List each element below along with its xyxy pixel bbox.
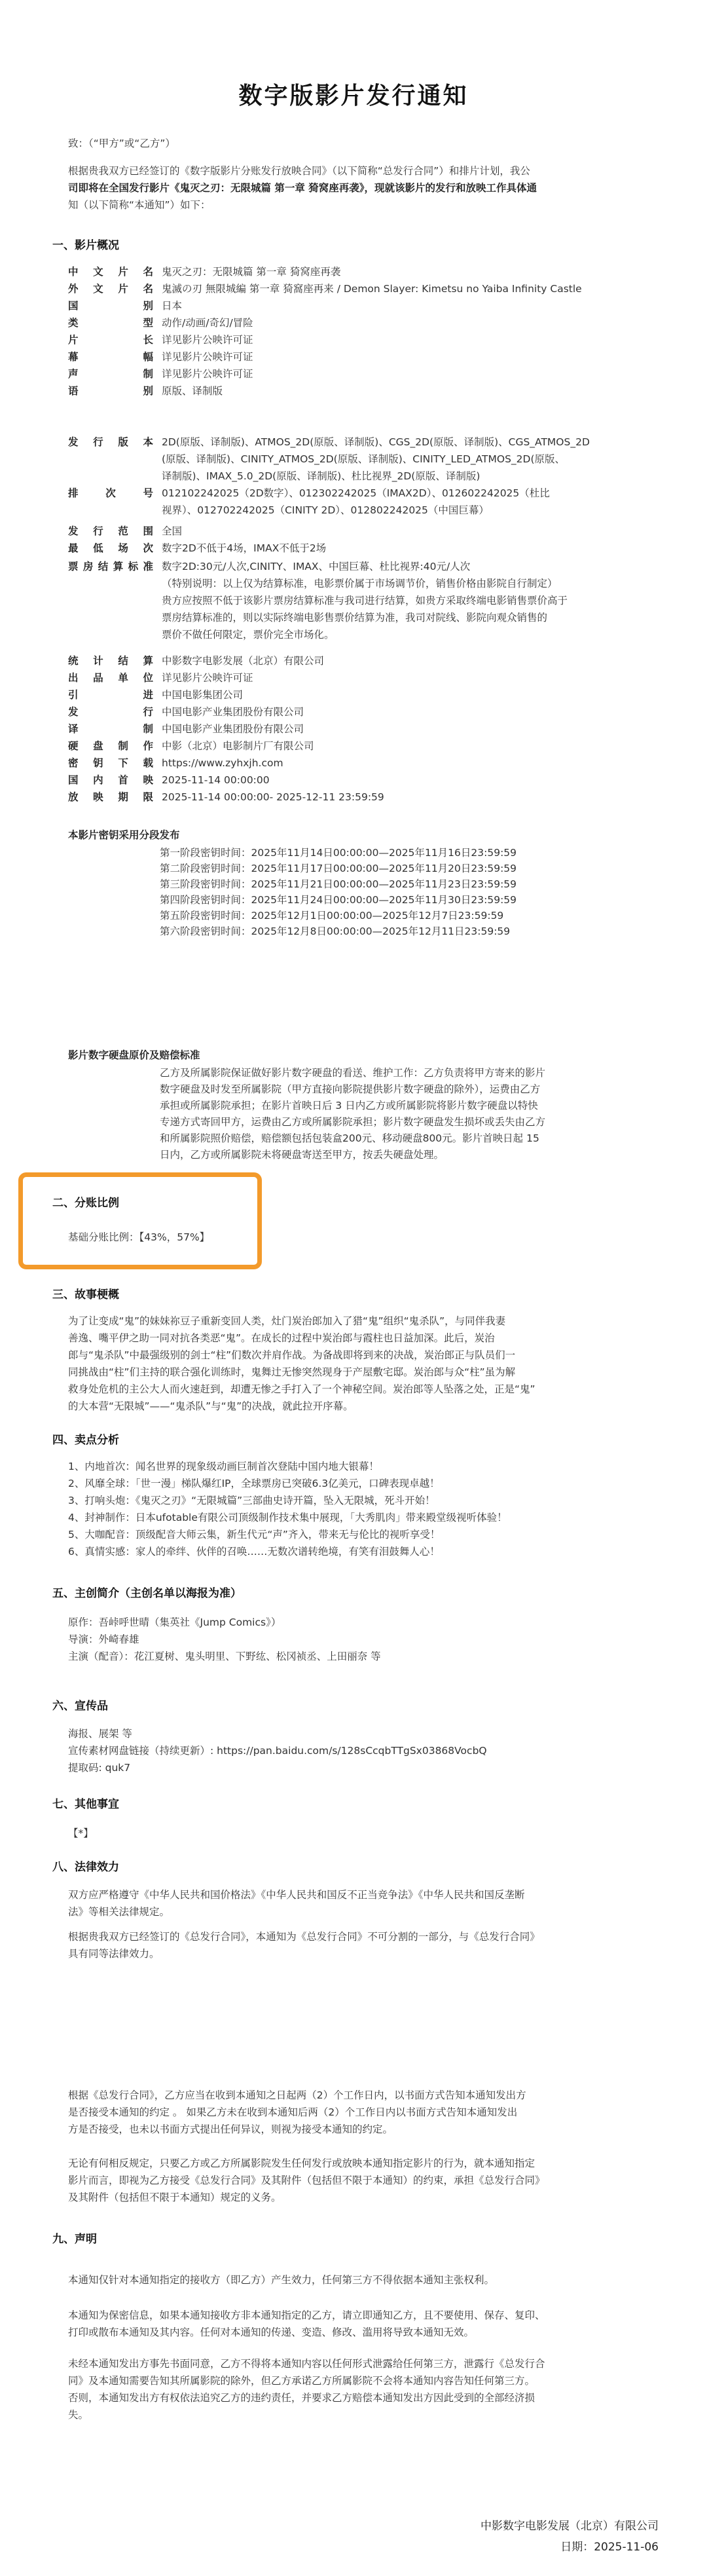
promo-item: 海报、展架 等 — [68, 1728, 132, 1740]
overview-row-price — [68, 558, 657, 646]
versions-line-3: 译制版)、IMAX_5.0_2D(原版、译制版)、杜比视界_2D(原版、译制版) — [162, 470, 480, 482]
section-heading-creators: 五、主创简介（主创名单以海报为准） — [52, 1587, 242, 1600]
page-title: 数字版影片发行通知 — [238, 83, 469, 109]
key-schedule-item: 第一阶段密钥时间：2025年11月14日00:00:00—2025年11月16日23:59:59 — [160, 847, 517, 859]
split-ratio-highlight-box — [18, 1172, 262, 1269]
price-line-1: 数字2D:30元/人次,CINITY、IMAX、中国巨幕、杜比视界:40元/人次 — [162, 561, 471, 572]
overview-row — [68, 755, 657, 772]
overview-key: 放 映 期 限 — [68, 791, 153, 803]
declaration-line: 同》及本通知需要告知其所属影院的除外，但乙方承诺乙方所属影院不会将本通知内容告知任何第三方。 — [68, 2375, 535, 2387]
key-schedule-list — [160, 845, 517, 939]
overview-value: 原版、译制版 — [162, 385, 223, 397]
legal-line: 方是否接受，也未以书面方式提出任何异议，则视为接受本通知的约定。 — [68, 2123, 393, 2135]
versions-line-1: 2D(原版、译制版)、ATMOS_2D(原版、译制版)、CGS_2D(原版、译制版)、CGS_ATMOS_2D — [162, 436, 590, 448]
overview-row — [68, 737, 657, 755]
overview-value: 日本 — [162, 300, 183, 312]
overview-row — [68, 280, 657, 297]
overview-value: 动作/动画/奇幻/冒险 — [162, 317, 253, 329]
intro-paragraph — [68, 162, 657, 214]
overview-key: 国 内 首 映 — [68, 774, 153, 786]
story-line: 的大本营“无限城”——“鬼杀队”与“鬼”的决战，就此拉开序幕。 — [68, 1400, 354, 1412]
split-ratio — [68, 1229, 642, 1246]
overview-value: 详见影片公映许可证 — [162, 672, 253, 684]
declaration-line: 本通知为保密信息，如果本通知接收方非本通知指定的乙方，请立即通知乙方，且不要使用、保存、复印、 — [68, 2309, 545, 2321]
other-matters: 【*】 — [68, 1827, 94, 1839]
declaration-line: 失。 — [68, 2409, 89, 2421]
story-line: 郎与“鬼杀队”中最强级别的剑士“柱”们数次并肩作战。为备战即将到来的决战，炭治郎正与队员们一 — [68, 1349, 516, 1361]
split-value: 【43%，57%】 — [139, 1231, 210, 1243]
legal-line: 无论有何相反规定，只要乙方或乙方所属影院发生任何发行或放映本通知指定影片的行为，就本通知指定 — [68, 2157, 535, 2169]
declaration-line: 未经本通知发出方事先书面同意，乙方不得将本通知内容以任何形式泄露给任何第三方，泄露行《总发行合 — [68, 2358, 545, 2370]
disk-label: 影片数字硬盘原价及赔偿标准 — [68, 1049, 200, 1061]
legal-line: 影片而言，即视为乙方接受《总发行合同》及其附件（包括但不限于本通知）的约束，承担《总发行合同》 — [68, 2175, 545, 2186]
declaration-paragraph-3 — [68, 2355, 657, 2423]
price-line-2: （特别说明：以上仅为结算标准，电影票价属于市场调节价，销售价格由影院自行制定） — [162, 578, 558, 589]
overview-key: 幕 幅 — [68, 351, 153, 363]
overview-value: 中国电影产业集团股份有限公司 — [162, 706, 304, 718]
legal-line: 双方应严格遵守《中华人民共和国价格法》《中华人民共和国反不正当竞争法》《中华人民共和国反垄断 — [68, 1889, 525, 1901]
overview-row — [68, 263, 657, 280]
signature-company: 中影数字电影发展（北京）有限公司 — [480, 2520, 659, 2533]
overview-row — [68, 652, 657, 669]
selling-point-item: 1、内地首次：闻名世界的现象级动画巨制首次登陆中国内地大银幕！ — [68, 1461, 379, 1472]
selling-point-item: 4、封神制作：日本ufotable有限公司顶级制作技术集中展现，「大秀肌肉」带来殿堂级视听体验！ — [68, 1512, 507, 1523]
section-heading-selling-points: 四、卖点分析 — [52, 1434, 119, 1447]
overview-key: 出 品 单 位 — [68, 672, 153, 684]
creators-list — [68, 1614, 642, 1665]
legal-line: 及其附件（包括但不限于本通知）规定的义务。 — [68, 2192, 281, 2203]
story-line: 同挑战由“柱”们主持的联合强化训练时，鬼舞辻无惨突然现身于产屋敷宅邸。炭治郎与众“柱”虽为解 — [68, 1366, 516, 1378]
overview-row — [68, 720, 657, 737]
key-schedule-item: 第五阶段密钥时间：2025年12月1日00:00:00—2025年12月7日23:59:59 — [160, 910, 504, 922]
declaration-line: 打印或散布本通知及其内容。任何对本通知的传递、变造、修改、滥用将导致本通知无效。 — [68, 2326, 475, 2338]
signature-date: 日期：2025-11-06 — [560, 2541, 659, 2554]
overview-row — [68, 686, 657, 703]
overview-row — [68, 314, 657, 331]
section-heading-legal: 八、法律效力 — [52, 1861, 119, 1874]
key-schedule-item: 第二阶段密钥时间：2025年11月17日00:00:00—2025年11月20日23:59:59 — [160, 863, 517, 874]
section-heading-overview: 一、影片概况 — [52, 239, 119, 252]
overview-key: 发 行 — [68, 706, 153, 718]
legal-paragraph-3 — [68, 2087, 657, 2138]
overview-row — [68, 348, 657, 365]
overview-row-codes — [68, 485, 657, 520]
versions-line-2: (原版、译制版)、CINITY_ATMOS_2D(原版、译制版)、CINITY_LED_ATMOS_2D(原版、 — [162, 453, 565, 465]
intro-line-1: 根据贵我双方已经签订的《数字版影片分账发行放映合同》（以下简称“总发行合同”）和排片计划，我公 — [68, 165, 530, 177]
story-text — [68, 1313, 657, 1415]
codes-line-1: 012102242025（2D数字）、012302242025（IMAX2D）、012602242025（杜比 — [162, 487, 550, 499]
legal-line: 法》等相关法律规定。 — [68, 1906, 170, 1918]
codes-line-2: 视界）、012702242025（CINITY 2D）、012802242025（中国巨幕） — [162, 504, 489, 516]
overview-key: 统 计 结 算 — [68, 655, 153, 667]
creator-item: 原作：吾峠呼世晴（集英社《Jump Comics》） — [68, 1616, 281, 1628]
overview-value: 2025-11-14 00:00:00 — [162, 774, 270, 786]
overview-key: 票房结算标准 — [68, 561, 153, 572]
overview-row — [68, 331, 657, 348]
selling-point-item: 6、真情实感：家人的牵绊、伙伴的召唤……无数次谱转绝境，有笑有泪鼓舞人心！ — [68, 1546, 440, 1558]
disk-text-line: 专递方式寄回甲方，运费由乙方或所属影院承担；影片数字硬盘发生损坏或丢失由乙方 — [160, 1116, 546, 1128]
addressee: 致：（“甲方”或“乙方”） — [68, 138, 175, 149]
overview-key: 发 行 版 本 — [68, 436, 153, 448]
creator-item: 导演：外崎春雄 — [68, 1633, 139, 1645]
overview-value: 中影数字电影发展（北京）有限公司 — [162, 655, 325, 667]
overview-row — [68, 789, 657, 806]
overview-row — [68, 297, 657, 314]
overview-key: 语 别 — [68, 385, 153, 397]
disk-text-line: 乙方及所属影院保证做好影片数字硬盘的看送、维护工作：乙方负责将甲方寄来的影片 — [160, 1067, 546, 1079]
overview-key: 类 型 — [68, 317, 153, 329]
disk-text-line: 承担或所属影院承担；在影片首映日后 3 日内乙方或所属影院将影片数字硬盘以特快 — [160, 1100, 538, 1111]
selling-point-item: 5、大咖配音：顶级配音大师云集，新生代元“声”齐入，带来无与伦比的视听享受！ — [68, 1529, 441, 1540]
intro-line-3: 知（以下简称“本通知”）如下： — [68, 199, 211, 211]
legal-line: 具有同等法律效力。 — [68, 1948, 160, 1960]
overview-value: 数字2D不低于4场，IMAX不低于2场 — [162, 542, 327, 554]
overview-value: 全国 — [162, 525, 183, 537]
promo-link[interactable]: 宣传素材网盘链接（持续更新）: https://pan.baidu.com/s/128sCcqbTTgSx03868VocbQ — [68, 1745, 487, 1757]
overview-key: 密 钥 下 载 — [68, 757, 153, 769]
section-heading-declaration: 九、声明 — [52, 2233, 97, 2246]
promo-list — [68, 1725, 642, 1776]
overview-value[interactable]: https://www.zyhxjh.com — [162, 757, 283, 769]
overview-key: 国 别 — [68, 300, 153, 312]
overview-value: 中国电影集团公司 — [162, 689, 244, 701]
overview-key: 片 长 — [68, 334, 153, 346]
price-line-4: 票房结算标准的，则以实际终端电影售票价结算为准，我司对院线、影院向观众销售的 — [162, 612, 548, 624]
legal-line: 是否接受本通知的约定 。 如果乙方未在收到本通知后两（2）个工作日内以书面方式告知本通知发出 — [68, 2106, 518, 2118]
selling-point-item: 2、风靡全球：「世一漫」梯队爆红IP，全球票房已突破6.3亿美元，口碑表现卓越！ — [68, 1478, 440, 1489]
disk-text — [160, 1065, 545, 1163]
overview-value: 鬼滅の刃 無限城編 第一章 猗窩座再来 / Demon Slayer: Kimetsu no Yaiba Infinity Castle — [162, 283, 582, 295]
overview-row — [68, 703, 657, 720]
overview-key: 最 低 场 次 — [68, 542, 153, 554]
section-heading-other: 七、其他事宜 — [52, 1798, 119, 1811]
intro-line-2: 司即将在全国发行影片《鬼灭之刃：无限城篇 第一章 猗窝座再袭》，现就该影片的发行和放映工作具体通 — [68, 182, 537, 194]
story-line: 善逸、嘴平伊之助一同对抗各类恶“鬼”。在成长的过程中炭治郎与霞柱也日益加深。此后，炭治 — [68, 1332, 495, 1344]
overview-value: 详见影片公映许可证 — [162, 368, 253, 380]
disk-text-line: 和所属影院照价赔偿，赔偿额包括包装盒200元、移动硬盘800元。影片首映日起 15 — [160, 1132, 539, 1144]
creator-item: 主演（配音）：花江夏树、鬼头明里、下野纮、松冈祯丞、上田丽奈 等 — [68, 1651, 381, 1662]
selling-points-list — [68, 1458, 657, 1560]
story-line: 救身处危机的主公大人而火速赶到，却遭无惨之手打入了一个神秘空间。炭治郎等人坠落之处，正是“鬼” — [68, 1383, 535, 1395]
legal-paragraph-1 — [68, 1886, 657, 1920]
section-heading-promo: 六、宣传品 — [52, 1700, 108, 1713]
legal-line: 根据《总发行合同》，乙方应当在收到本通知之日起两（2）个工作日内，以书面方式告知本通知发出方 — [68, 2089, 526, 2101]
legal-paragraph-4 — [68, 2155, 657, 2206]
overview-key: 声 制 — [68, 368, 153, 380]
overview-key: 中 文 片 名 — [68, 266, 153, 278]
section-heading-story: 三、故事梗概 — [52, 1288, 119, 1301]
overview-row — [68, 772, 657, 789]
key-schedule-title: 本影片密钥采用分段发布 — [68, 829, 180, 841]
overview-row — [68, 365, 657, 383]
key-schedule-item: 第三阶段密钥时间：2025年11月21日00:00:00—2025年11月23日23:59:59 — [160, 878, 517, 890]
story-line: 为了让变成“鬼”的妹妹祢豆子重新变回人类，灶门炭治郎加入了猎“鬼”组织“鬼杀队”，与同伴我妻 — [68, 1315, 506, 1327]
overview-key: 引 进 — [68, 689, 153, 701]
overview-value: 中国电影产业集团股份有限公司 — [162, 723, 304, 735]
promo-extract-code: 提取码: quk7 — [68, 1762, 131, 1774]
disk-text-line: 日内，乙方或所属影院未将硬盘寄送至甲方，按丢失硬盘处理。 — [160, 1149, 444, 1161]
key-schedule-item: 第六阶段密钥时间：2025年12月8日00:00:00—2025年12月11日23:59:59 — [160, 925, 511, 937]
declaration-line: 否则，本通知发出方有权依法追究乙方的违约责任，并要求乙方赔偿本通知发出方因此受到的全部经济损 — [68, 2392, 535, 2404]
overview-key: 外 文 片 名 — [68, 283, 153, 295]
overview-value: 2025-11-14 00:00:00- 2025-12-11 23:59:59 — [162, 791, 384, 803]
legal-line: 根据贵我双方已经签订的《总发行合同》，本通知为《总发行合同》不可分割的一部分，与《总发行合同》 — [68, 1931, 540, 1943]
legal-paragraph-2 — [68, 1928, 657, 1962]
overview-row — [68, 383, 657, 400]
overview-row — [68, 669, 657, 686]
overview-value: 鬼灭之刃：无限城篇 第一章 猗窝座再袭 — [162, 266, 341, 278]
overview-key: 译 制 — [68, 723, 153, 735]
price-line-5: 票价不做任何限定，票价完全市场化。 — [162, 629, 335, 641]
key-schedule-item: 第四阶段密钥时间：2025年11月24日00:00:00—2025年11月30日23:59:59 — [160, 894, 517, 906]
overview-row-versions — [68, 434, 657, 486]
overview-key: 发 行 范 围 — [68, 525, 153, 537]
overview-value: 中影（北京）电影制片厂有限公司 — [162, 740, 314, 752]
selling-point-item: 3、打响头炮：《鬼灭之刃》“无限城篇”三部曲史诗开篇，坠入无限城，死斗开始！ — [68, 1495, 435, 1506]
disk-text-line: 数字硬盘及时发至所属影院（甲方直接向影院提供影片数字硬盘的除外），运费由乙方 — [160, 1083, 541, 1095]
overview-row — [68, 540, 657, 557]
overview-key: 排 次 号 — [68, 487, 153, 499]
overview-row — [68, 523, 657, 540]
price-line-3: 贵方应按照不低于该影片票房结算标准与我司进行结算，如贵方采取终端电影销售票价高于 — [162, 595, 568, 607]
overview-key: 硬 盘 制 作 — [68, 740, 153, 752]
section-heading-split: 二、分账比例 — [52, 1197, 119, 1210]
overview-value: 详见影片公映许可证 — [162, 351, 253, 363]
declaration-paragraph-2 — [68, 2307, 657, 2341]
split-label: 基础分账比例： — [68, 1231, 139, 1243]
declaration-paragraph-1: 本通知仅针对本通知指定的接收方（即乙方）产生效力，任何第三方不得依据本通知主张权利。 — [68, 2274, 495, 2286]
overview-value: 详见影片公映许可证 — [162, 334, 253, 346]
